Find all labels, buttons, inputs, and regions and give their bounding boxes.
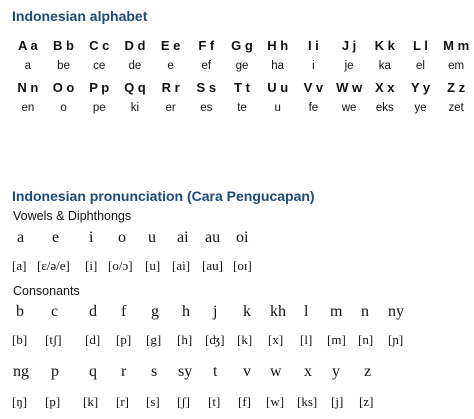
consonant: k	[243, 303, 251, 320]
consonant-ipa: [ŋ]	[12, 394, 28, 409]
consonant-ipa: [f]	[238, 394, 251, 409]
consonant: f	[121, 303, 127, 320]
alphabet-letter-name: i	[312, 60, 315, 72]
alphabet-letter-name: a	[24, 60, 32, 72]
alphabet-letter-name: u	[274, 102, 281, 114]
alphabet-letter: A a	[17, 38, 38, 53]
vowel: oi	[236, 229, 249, 246]
alphabet-letter: J j	[341, 38, 357, 53]
alphabet-letter: L l	[412, 38, 428, 53]
consonant: r	[121, 363, 127, 380]
alphabet-letter-name: ef	[201, 60, 212, 72]
alphabet-letter: U u	[267, 80, 289, 95]
consonant: w	[270, 363, 282, 380]
alphabet-letter: Q q	[124, 80, 146, 95]
alphabet-letter-name: we	[341, 102, 357, 114]
consonant-ipa: [tʃ]	[45, 332, 62, 347]
alphabet-letter: B b	[53, 38, 74, 53]
consonant: d	[89, 303, 97, 320]
consonant: n	[361, 303, 369, 320]
vowel-ipa: [oɪ]	[233, 258, 252, 273]
alphabet-letter-name: fe	[308, 102, 319, 114]
consonant: z	[364, 363, 372, 380]
alphabet-letter-name: te	[237, 102, 247, 114]
alphabet-letter: Z z	[447, 80, 466, 95]
consonant: m	[330, 303, 343, 320]
alphabet-letter-name: je	[344, 60, 354, 72]
vowel: i	[89, 229, 94, 246]
consonant: p	[51, 363, 59, 380]
alphabet-letter-name: er	[165, 102, 176, 114]
consonant: sy	[178, 363, 193, 380]
consonant: ny	[388, 303, 404, 320]
alphabet-letter-name: ka	[378, 60, 391, 72]
consonant: j	[213, 303, 218, 320]
consonant-ipa: [p]	[116, 332, 132, 347]
consonant: y	[332, 363, 340, 380]
consonants-heading: Consonants	[13, 284, 80, 298]
alphabet-letter-name: be	[57, 60, 70, 72]
alphabet-letter-name: es	[200, 102, 213, 114]
alphabet-letter: R r	[161, 80, 180, 95]
consonant-ipa: [d]	[85, 332, 101, 347]
alphabet-letter-name: o	[60, 102, 67, 114]
vowel-ipa: [a]	[12, 258, 27, 273]
alphabet-letter: Y y	[410, 80, 431, 95]
alphabet-letter-name: zet	[448, 102, 464, 114]
alphabet-letter-name: eks	[375, 102, 394, 114]
consonant-ipa: [j]	[331, 394, 344, 409]
consonant-ipa: [m]	[327, 332, 346, 347]
consonant-ipa: [h]	[177, 332, 193, 347]
consonant-ipa: [ʃ]	[177, 394, 190, 409]
vowels-heading: Vowels & Diphthongs	[13, 209, 132, 223]
alphabet-letter: N n	[17, 80, 39, 95]
alphabet-letter-name: ha	[271, 60, 285, 72]
consonant: t	[213, 363, 218, 380]
consonant-ipa: [z]	[359, 394, 374, 409]
alphabet-letter-name: en	[21, 102, 35, 114]
consonant-ipa: [k]	[237, 332, 253, 347]
consonant: ng	[13, 363, 29, 380]
pronunciation-title: Indonesian pronunciation (Cara Pengucapan)	[12, 188, 315, 204]
vowel-ipa: [ɛ/ə/e]	[37, 258, 70, 273]
alphabet-letter: E e	[160, 38, 181, 53]
consonant-ipa: [x]	[268, 332, 284, 347]
consonant: v	[243, 363, 251, 380]
vowel: ai	[177, 229, 189, 246]
alphabet-letter: K k	[374, 38, 395, 53]
vowel: a	[17, 229, 25, 246]
consonant-ipa: [g]	[146, 332, 162, 347]
alphabet-letter: M m	[443, 38, 470, 53]
alphabet-letter: G g	[231, 38, 253, 53]
alphabet-names-row-2	[10, 101, 474, 115]
vowel: au	[205, 229, 221, 246]
vowel-ipa: [o/ɔ]	[108, 258, 133, 273]
vowel-ipa: [ai]	[172, 258, 191, 273]
alphabet-letter-name: el	[415, 60, 425, 72]
consonant: h	[182, 303, 190, 320]
alphabet-letters-row-1	[10, 38, 474, 54]
alphabet-letter-name: ye	[414, 102, 427, 114]
consonant-ipa: [s]	[146, 394, 160, 409]
vowel-ipa: [au]	[202, 258, 223, 273]
consonant-ipa: [k]	[83, 394, 99, 409]
consonant-ipa: [ʤ]	[205, 332, 225, 347]
consonant: l	[304, 303, 309, 320]
alphabet-letter: C c	[89, 38, 110, 53]
consonant: c	[51, 303, 59, 320]
alphabet-letter-name: ce	[93, 60, 106, 72]
alphabet-letter-name: de	[128, 60, 142, 72]
alphabet-letter: S s	[196, 80, 217, 95]
alphabet-letter-name: em	[448, 60, 465, 72]
vowel-ipa: [u]	[145, 258, 161, 273]
alphabet-letter-name: e	[167, 60, 174, 72]
alphabet-letter: O o	[52, 80, 75, 95]
vowel-ipa: [i]	[85, 258, 98, 273]
alphabet-title: Indonesian alphabet	[12, 8, 148, 24]
consonant-ipa: [t]	[208, 394, 221, 409]
alphabet-letter-name: ge	[235, 60, 249, 72]
alphabet-letter: D d	[124, 38, 146, 53]
alphabet-letter: V v	[303, 80, 324, 95]
alphabet-letter: F f	[198, 38, 215, 53]
alphabet-letters-row-2	[10, 80, 474, 96]
alphabet-names-row-1	[10, 59, 474, 73]
alphabet-letter: T t	[234, 80, 250, 95]
consonant: b	[16, 303, 24, 320]
alphabet-letter-name: ki	[130, 102, 140, 114]
consonant-ipa: [b]	[12, 332, 28, 347]
vowel: e	[52, 229, 60, 246]
alphabet-letter-name: pe	[92, 102, 106, 114]
consonant: g	[151, 303, 159, 320]
consonant-ipa: [p]	[45, 394, 61, 409]
consonant-ipa: [r]	[116, 394, 129, 409]
consonant-ipa: [ɲ]	[388, 332, 404, 347]
consonant: x	[304, 363, 312, 380]
consonant-ipa: [ks]	[297, 394, 318, 409]
vowel: u	[148, 229, 156, 246]
consonant: kh	[270, 303, 286, 320]
consonant: s	[151, 363, 158, 380]
alphabet-letter: I i	[307, 38, 319, 53]
consonant: q	[89, 363, 97, 380]
consonant-ipa: [w]	[266, 394, 285, 409]
alphabet-letter: H h	[267, 38, 289, 53]
consonant-ipa: [n]	[358, 332, 374, 347]
alphabet-letter: W w	[336, 80, 363, 95]
vowel: o	[118, 229, 126, 246]
alphabet-letter: X x	[375, 80, 395, 95]
consonant-ipa: [l]	[300, 332, 313, 347]
alphabet-letter: P p	[89, 80, 110, 95]
